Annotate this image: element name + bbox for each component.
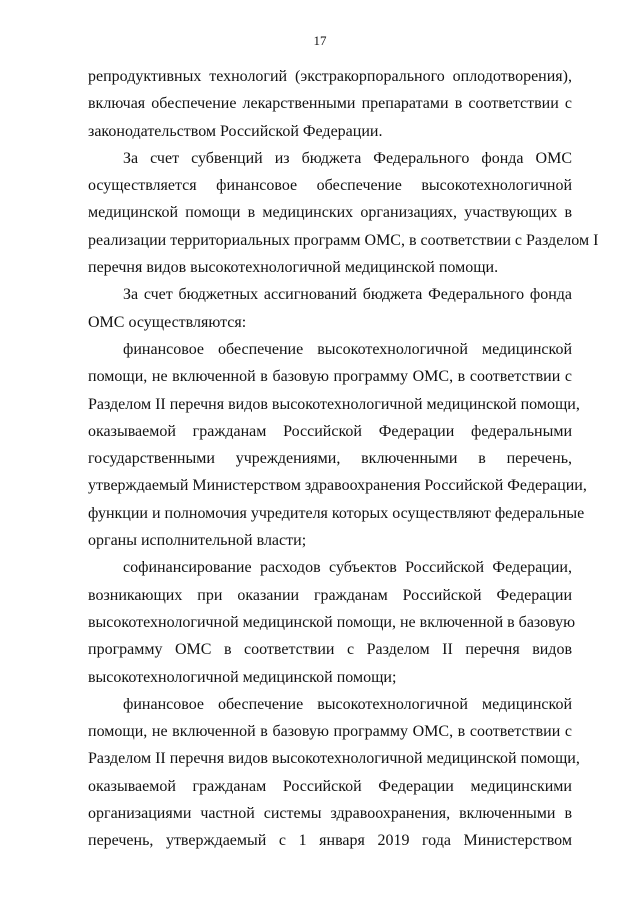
text-line: законодательством Российской Федерации.	[88, 122, 383, 140]
document-body	[88, 63, 599, 855]
text-line: утверждаемый Министерством здравоохранения Российской Федерации,	[88, 477, 587, 495]
text-line: реализации территориальных программ ОМС, в соответствии с Разделом I	[88, 231, 599, 249]
text-line: осуществляется финансовое обеспечение высокотехнологичной	[88, 177, 572, 195]
text-line: За счет бюджетных ассигнований бюджета Федерального фонда	[123, 286, 572, 304]
text-line: государственными учреждениями, включенными в перечень,	[88, 450, 572, 468]
text-line: функции и полномочия учредителя которых осуществляют федеральные	[88, 504, 585, 522]
text-line: высокотехнологичной медицинской помощи, не включенной в базовую	[88, 613, 576, 631]
text-line: включая обеспечение лекарственными препаратами в соответствии с	[88, 95, 572, 113]
text-line: Разделом II перечня видов высокотехнологичной медицинской помощи,	[88, 395, 580, 413]
text-line: программу ОМС в соответствии с Разделом II перечня видов	[88, 641, 572, 659]
text-line: софинансирование расходов субъектов Российской Федерации,	[123, 559, 572, 577]
page-number: 17	[313, 33, 327, 48]
text-line: перечень, утверждаемый с 1 января 2019 года Министерством	[88, 832, 572, 850]
text-line: оказываемой гражданам Российской Федерации федеральными	[88, 422, 572, 440]
text-line: высокотехнологичной медицинской помощи;	[88, 668, 397, 686]
text-line: медицинской помощи в медицинских организациях, участвующих в	[88, 204, 572, 222]
text-line: Разделом II перечня видов высокотехнологичной медицинской помощи,	[88, 750, 580, 768]
text-line: органы исполнительной власти;	[88, 532, 307, 550]
text-line: помощи, не включенной в базовую программу ОМС, в соответствии с	[88, 368, 572, 386]
text-line: помощи, не включенной в базовую программу ОМС, в соответствии с	[88, 723, 572, 741]
text-line: организациями частной системы здравоохранения, включенными в	[88, 805, 572, 823]
text-line: перечня видов высокотехнологичной медицинской помощи.	[88, 259, 499, 277]
text-line: финансовое обеспечение высокотехнологичной медицинской	[123, 695, 572, 713]
text-line: оказываемой гражданам Российской Федерации медицинскими	[88, 777, 572, 795]
text-line: ОМС осуществляются:	[88, 313, 247, 331]
text-line: За счет субвенций из бюджета Федерального фонда ОМС	[123, 149, 572, 167]
text-line: репродуктивных технологий (экстракорпорального оплодотворения),	[88, 68, 572, 85]
text-line: возникающих при оказании гражданам Российской Федерации	[88, 586, 572, 604]
text-line: финансовое обеспечение высокотехнологичной медицинской	[123, 340, 572, 358]
